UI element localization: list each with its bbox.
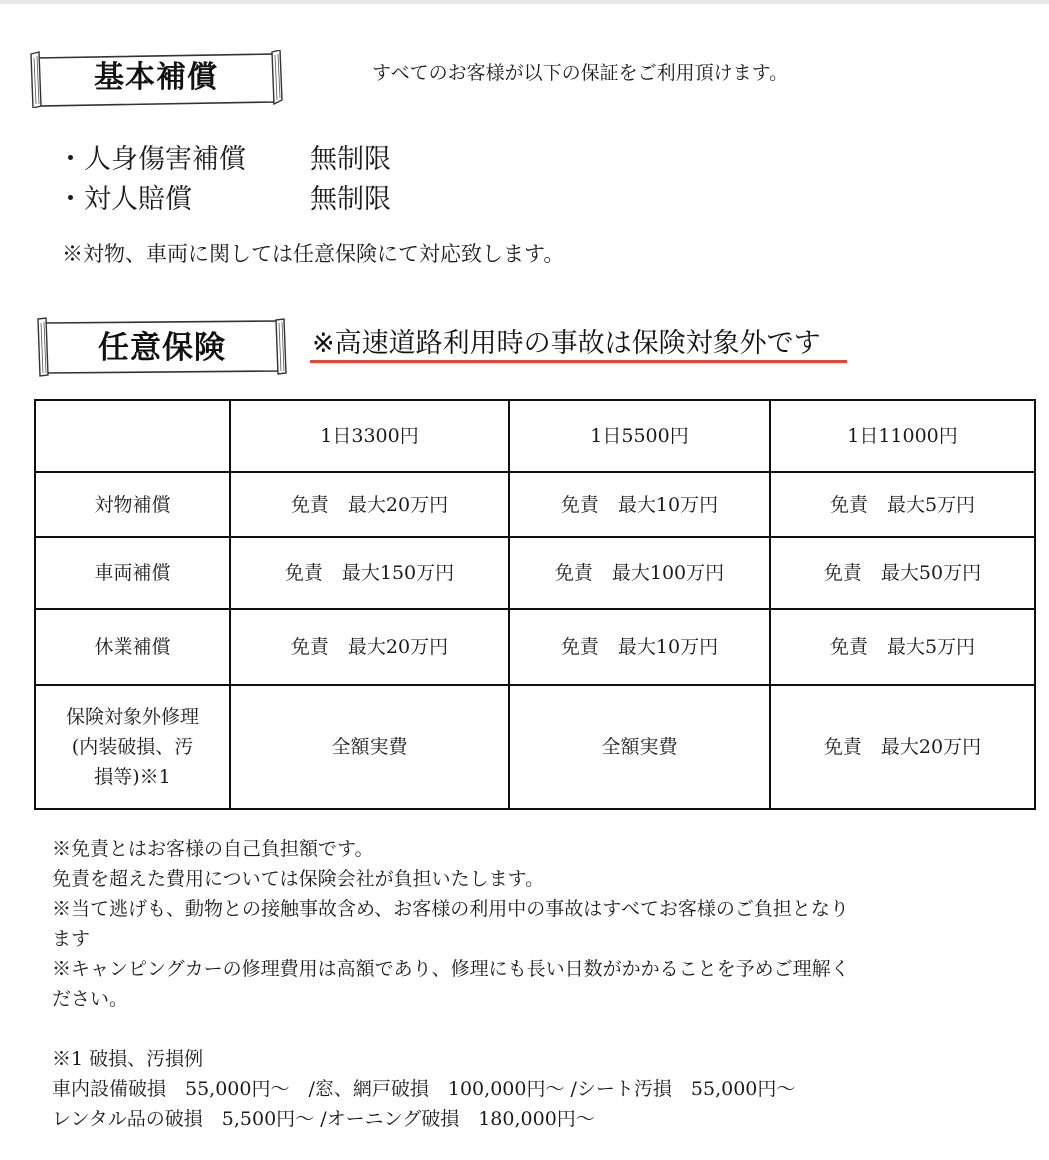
header-cell: 1日3300円 <box>230 400 509 472</box>
footnote-line: ます <box>52 928 91 950</box>
table-row <box>35 537 1035 609</box>
table-cell: 免責 最大50万円 <box>770 537 1035 609</box>
table-row <box>35 609 1035 685</box>
coverage-name: ・対人賠償 <box>57 184 192 215</box>
coverage-name: ・人身傷害補償 <box>57 144 246 175</box>
table-header-row <box>35 400 1035 472</box>
table-cell: 免責 最大100万円 <box>509 537 770 609</box>
basic-coverage-title: 基本補償 <box>94 60 218 95</box>
table-cell: 免責 最大10万円 <box>509 609 770 685</box>
table-cell: 全額実費 <box>230 685 509 809</box>
top-divider <box>0 0 1049 4</box>
table-row <box>35 685 1035 809</box>
header-cell: 1日5500円 <box>509 400 770 472</box>
footnote-line: ださい。 <box>52 988 129 1010</box>
footnote-line: ※当て逃げも、動物との接触事故含め、お客様の利用中の事故はすべてお客様のご負担となり <box>52 898 849 920</box>
footnotes <box>52 834 992 1134</box>
coverage-value: 無制限 <box>310 144 391 175</box>
table-cell: 免責 最大20万円 <box>230 609 509 685</box>
basic-coverage-intro: すべてのお客様が以下の保証をご利用頂けます。 <box>372 62 789 84</box>
basic-coverage-banner <box>28 50 284 108</box>
table-cell: 免責 最大5万円 <box>770 472 1035 537</box>
footnote-line: ※免責とはお客様の自己負担額です。 <box>52 838 374 860</box>
row-label-line: 保険対象外修理 <box>65 706 199 728</box>
row-label: 休業補償 <box>35 609 230 685</box>
table-row <box>35 472 1035 537</box>
basic-coverage-note: ※対物、車両に関しては任意保険にて対応致します。 <box>62 242 565 266</box>
header-cell: 1日11000円 <box>770 400 1035 472</box>
footnote-line: 免責を超えた費用については保険会社が負担いたします。 <box>52 868 545 890</box>
row-label-line: (内装破損、汚 <box>71 736 194 758</box>
insurance-table <box>34 399 1036 810</box>
spacer <box>52 1014 992 1044</box>
row-label-uncovered-repair <box>35 685 230 809</box>
optional-insurance-banner <box>36 317 288 377</box>
damage-example-line: 車内設備破損 55,000円〜 /窓、網戸破損 100,000円〜 /シート汚損 55,000円〜 <box>52 1078 796 1100</box>
highway-warning: ※高速道路利用時の事故は保険対象外です <box>312 328 821 359</box>
table-cell: 免責 最大20万円 <box>770 685 1035 809</box>
table-cell: 免責 最大5万円 <box>770 609 1035 685</box>
row-label-line: 損等)※1 <box>94 766 171 788</box>
damage-examples-title: ※1 破損、汚損例 <box>52 1048 204 1070</box>
coverage-value: 無制限 <box>310 184 391 215</box>
table-cell: 免責 最大10万円 <box>509 472 770 537</box>
damage-example-line: レンタル品の破損 5,500円〜 /オーニング破損 180,000円〜 <box>52 1108 595 1130</box>
optional-insurance-title: 任意保険 <box>98 330 226 366</box>
row-label: 対物補償 <box>35 472 230 537</box>
warning-underline <box>310 360 847 363</box>
table-cell: 免責 最大150万円 <box>230 537 509 609</box>
table-cell: 免責 最大20万円 <box>230 472 509 537</box>
header-cell-empty <box>35 400 230 472</box>
table-cell: 全額実費 <box>509 685 770 809</box>
footnote-line: ※キャンピングカーの修理費用は高額であり、修理にも長い日数がかかることを予めご理解く <box>52 958 850 980</box>
row-label: 車両補償 <box>35 537 230 609</box>
